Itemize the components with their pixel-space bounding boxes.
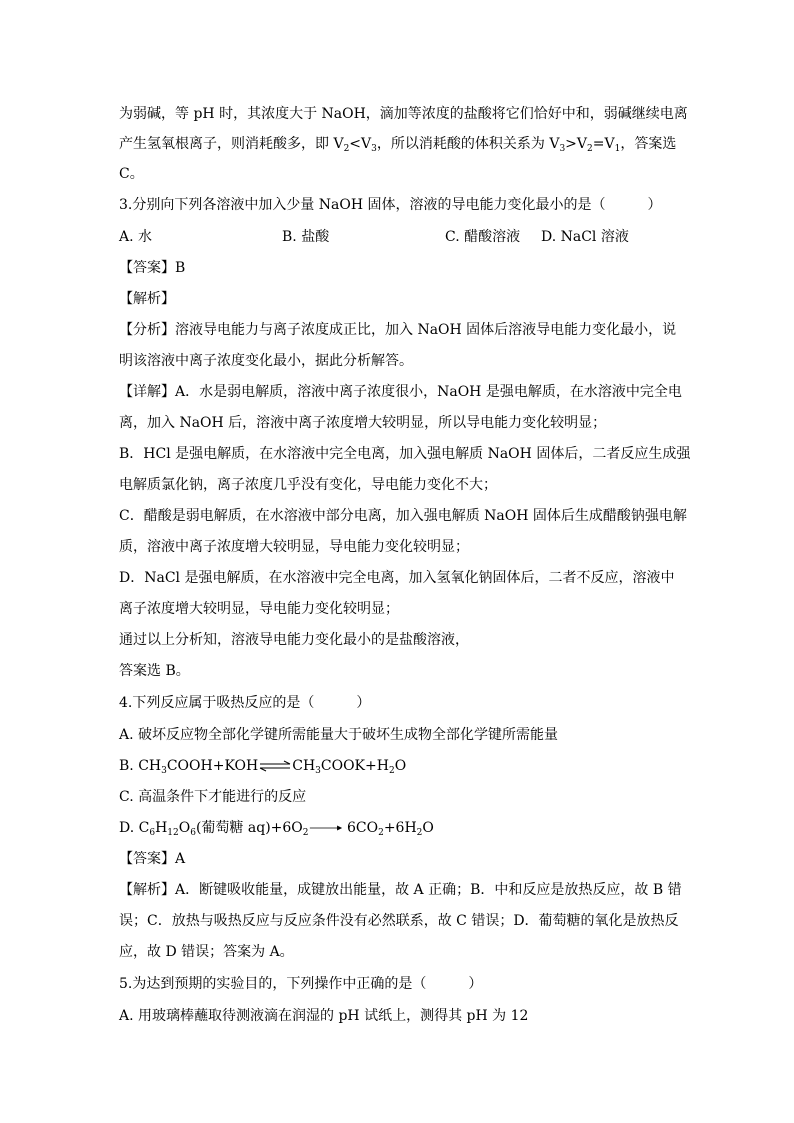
option-a: A. 水 (119, 229, 153, 245)
text-run: 产生氢氧根离子，则消耗酸多，即 V (119, 136, 344, 152)
detail-text: 电解质氯化钠，离子浓度几乎没有变化，导电能力变化不大； (119, 477, 497, 493)
detail-text: B．HCl 是强电解质，在水溶液中完全电离，加入强电解质 NaOH 固体后，二者反应生成强 (119, 446, 691, 462)
option-b (119, 756, 406, 776)
option-a: A. 破坏反应物全部化学键所需能量大于破坏生成物全部化学键所需能量 (119, 727, 559, 743)
analysis-text: 应，故 D 错误；答案为 A。 (119, 944, 294, 960)
question-3-stem: 3.分别向下列各溶液中加入少量 NaOH 固体，溶液的导电能力变化最小的是（ ） (119, 197, 662, 213)
subscript: 12 (167, 828, 179, 838)
detail-text: C．醋酸是弱电解质，在水溶液中部分电离，加入强电解质 NaOH 固体后生成醋酸钠强电解 (119, 508, 687, 524)
question-5-stem: 5.为达到预期的实验目的，下列操作中正确的是（ ） (119, 976, 483, 992)
analysis-text: 【分析】溶液导电能力与离子浓度成正比，加入 NaOH 固体后溶液导电能力变化最小，说 (119, 322, 677, 338)
text-run: ，所以消耗酸的体积关系为 V (376, 136, 560, 152)
option-b: B. 盐酸 (282, 229, 330, 245)
text-run: (葡萄糖 aq)+6O (195, 820, 303, 836)
option-d (119, 818, 434, 838)
summary-text: 通过以上分析知，溶液导电能力变化最小的是盐酸溶液， (119, 632, 469, 648)
subscript: 6 (190, 828, 196, 838)
equilibrium-arrow-icon (258, 760, 292, 772)
option-a: A. 用玻璃棒蘸取待测液滴在润湿的 pH 试纸上，测得其 pH 为 12 (119, 1008, 529, 1024)
subscript: 6 (149, 828, 156, 838)
subscript: 3 (371, 144, 377, 154)
text-run: +6H (383, 820, 417, 836)
analysis-text: 【解析】A．断键吸收能量，成键放出能量，故 A 正确；B．中和反应是放热反应，故 B 错 (119, 882, 682, 898)
text-run: <V (349, 136, 372, 152)
text-run: 6CO (346, 820, 379, 836)
subscript: 2 (302, 828, 309, 838)
text-line (119, 134, 676, 154)
subscript: 2 (388, 766, 395, 776)
detail-text: D．NaCl 是强电解质，在水溶液中完全电离，加入氢氧化钠固体后，二者不反应，溶液中 (119, 570, 675, 586)
answer-label: 【答案】B (119, 260, 186, 276)
text-run: O (422, 820, 434, 836)
text-run: O (394, 758, 407, 774)
text-run: B. CH (119, 758, 162, 774)
option-c: C. 高温条件下才能进行的反应 (119, 789, 307, 805)
subscript: 2 (416, 828, 423, 838)
text-run: CH (292, 758, 316, 774)
analysis-heading: 【解析】 (119, 291, 175, 307)
text-run: D. C (119, 820, 150, 836)
option-d: D. NaCl 溶液 (541, 229, 629, 245)
subscript: 3 (559, 144, 566, 154)
text-run: O (178, 820, 191, 836)
question-4-stem: 4.下列反应属于吸热反应的是（ ） (119, 695, 371, 711)
detail-text: 【详解】A．水是弱电解质，溶液中离子浓度很小，NaOH 是强电解质，在水溶液中完全电 (119, 384, 682, 400)
summary-text: 答案选 B。 (119, 663, 190, 679)
analysis-text: 明该溶液中离子浓度变化最小，据此分析解答。 (119, 353, 413, 369)
option-c: C. 醋酸溶液 (445, 229, 521, 245)
analysis-text: 误；C．放热与吸热反应与反应条件没有必然联系，故 C 错误；D．葡萄糖的氧化是放热反 (119, 913, 679, 929)
answer-label: 【答案】A (119, 851, 186, 867)
detail-text: 质，溶液中离子浓度增大较明显，导电能力变化较明显； (119, 539, 469, 555)
text-run: H (155, 820, 168, 836)
text-line: 为弱碱，等 pH 时，其浓度大于 NaOH，滴加等浓度的盐酸将它们恰好中和，弱碱继续电离 (119, 106, 688, 122)
subscript: 2 (587, 144, 593, 154)
subscript: 1 (614, 144, 621, 154)
text-run: COOH+KOH (166, 758, 259, 774)
subscript: 2 (343, 144, 350, 154)
subscript: 2 (378, 828, 384, 838)
detail-text: 离子浓度增大较明显，导电能力变化较明显； (119, 601, 399, 617)
text-run: COOK+H (320, 758, 389, 774)
subscript: 3 (315, 766, 321, 776)
question-3-options (119, 227, 679, 247)
subscript: 3 (161, 766, 167, 776)
text-line: C。 (119, 166, 144, 182)
text-run: =V (592, 136, 615, 152)
text-run: >V (565, 136, 588, 152)
reaction-arrow-icon (309, 823, 343, 833)
detail-text: 离，加入 NaOH 后，溶液中离子浓度增大较明显，所以导电能力变化较明显； (119, 415, 607, 431)
text-run: ，答案选 (620, 136, 677, 152)
